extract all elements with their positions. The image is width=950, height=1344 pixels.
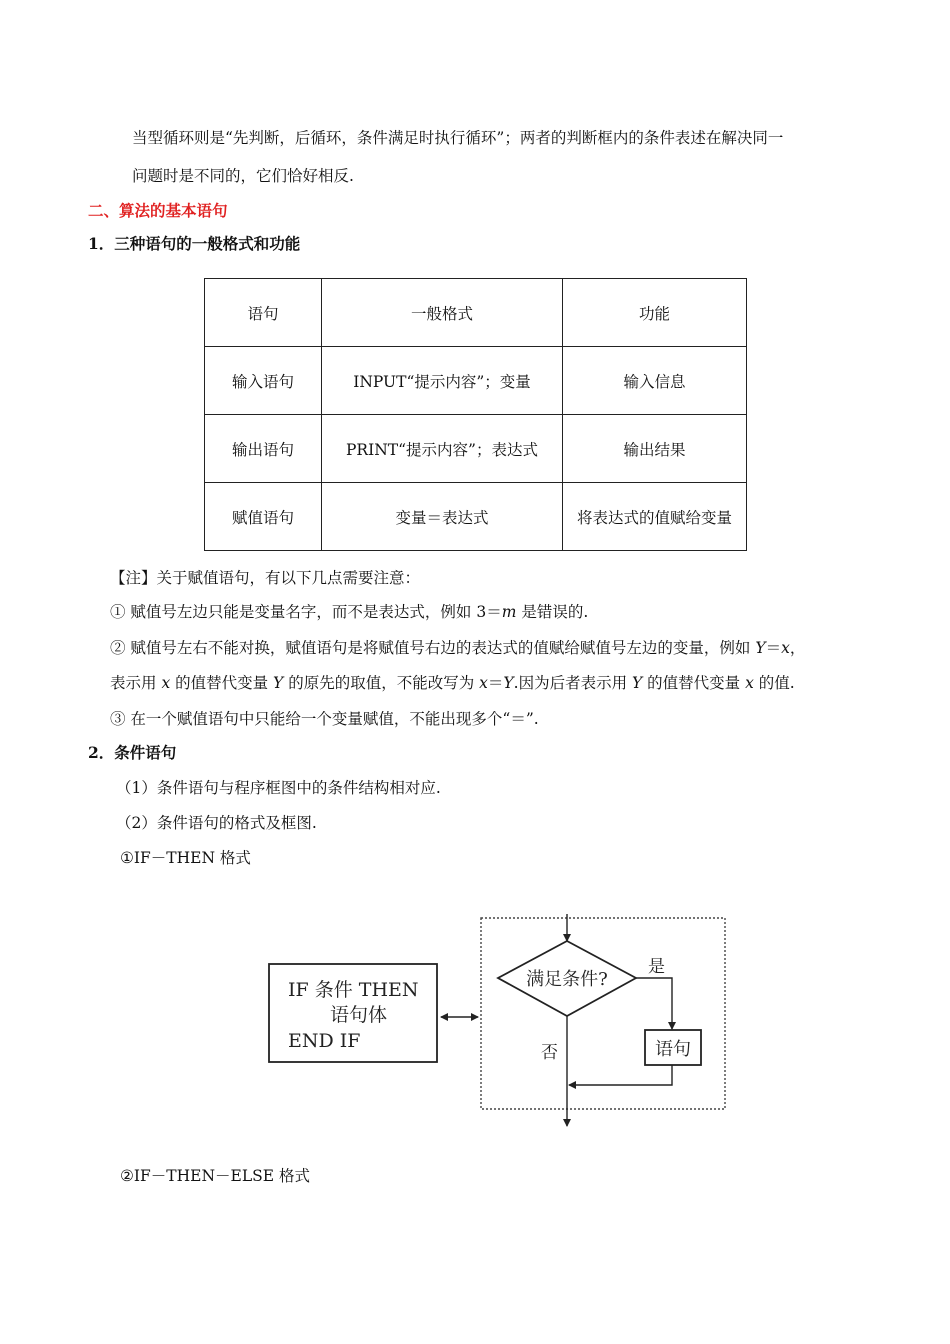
table-row [205, 415, 747, 483]
format-label-if-then-else: ②IF－THEN－ELSE 格式 [120, 1167, 310, 1185]
table-header-row [205, 279, 747, 347]
code-line-3: END IF [288, 1030, 361, 1052]
conditional-para-2: （2）条件语句的格式及框图. [116, 814, 317, 832]
table-cell: 输入语句 [205, 347, 322, 415]
table-cell: 将表达式的值赋给变量 [563, 483, 747, 551]
table-header-cell: 功能 [563, 279, 747, 347]
if-then-flowchart [260, 908, 740, 1138]
intro-line-2: 问题时是不同的，它们恰好相反. [132, 167, 354, 185]
statement-table [204, 278, 747, 551]
note-item-1: ① 赋值号左边只能是变量名字，而不是表达式，例如 3＝m 是错误的. [110, 603, 589, 621]
table-cell: PRINT“提示内容”；表达式 [322, 415, 563, 483]
note-intro: 【注】关于赋值语句，有以下几点需要注意： [110, 569, 421, 587]
note-item-2-line-2: 表示用 x 的值替代变量 Y 的原先的取值，不能改写为 x＝Y.因为后者表示用 Y 的值替代变量 x 的值. [110, 674, 795, 692]
yes-label: 是 [648, 957, 665, 977]
table-header-cell: 语句 [205, 279, 322, 347]
section-heading: 二、算法的基本语句 [88, 201, 228, 220]
conditional-para-1: （1）条件语句与程序框图中的条件结构相对应. [116, 779, 441, 797]
table-cell: 输入信息 [563, 347, 747, 415]
format-label-if-then: ①IF－THEN 格式 [120, 849, 251, 867]
note-item-2-line-1: ② 赋值号左右不能对换，赋值语句是将赋值号右边的表达式的值赋给赋值号左边的变量，例如 Y＝x， [110, 639, 806, 657]
table-row [205, 347, 747, 415]
decision-label: 满足条件? [526, 969, 608, 990]
code-line-1: IF 条件 THEN [288, 979, 419, 1001]
merge-line [569, 1065, 672, 1085]
table-cell: INPUT“提示内容”；变量 [322, 347, 563, 415]
flowchart-dotted-frame [481, 918, 725, 1109]
yes-branch-line [636, 978, 672, 1029]
table-cell: 输出结果 [563, 415, 747, 483]
statement-label: 语句 [655, 1039, 691, 1060]
subsection-heading-1: 1．三种语句的一般格式和功能 [88, 234, 301, 253]
note-item-3: ③ 在一个赋值语句中只能给一个变量赋值，不能出现多个“＝”. [110, 710, 539, 728]
table-cell: 输出语句 [205, 415, 322, 483]
table-cell: 赋值语句 [205, 483, 322, 551]
table-cell: 变量＝表达式 [322, 483, 563, 551]
intro-line-1: 当型循环则是“先判断，后循环，条件满足时执行循环”；两者的判断框内的条件表述在解决同一 [132, 129, 784, 147]
no-label: 否 [541, 1043, 558, 1063]
subsection-heading-2: 2．条件语句 [88, 743, 177, 762]
code-line-2: 语句体 [330, 1004, 388, 1026]
table-row [205, 483, 747, 551]
table-header-cell: 一般格式 [322, 279, 563, 347]
